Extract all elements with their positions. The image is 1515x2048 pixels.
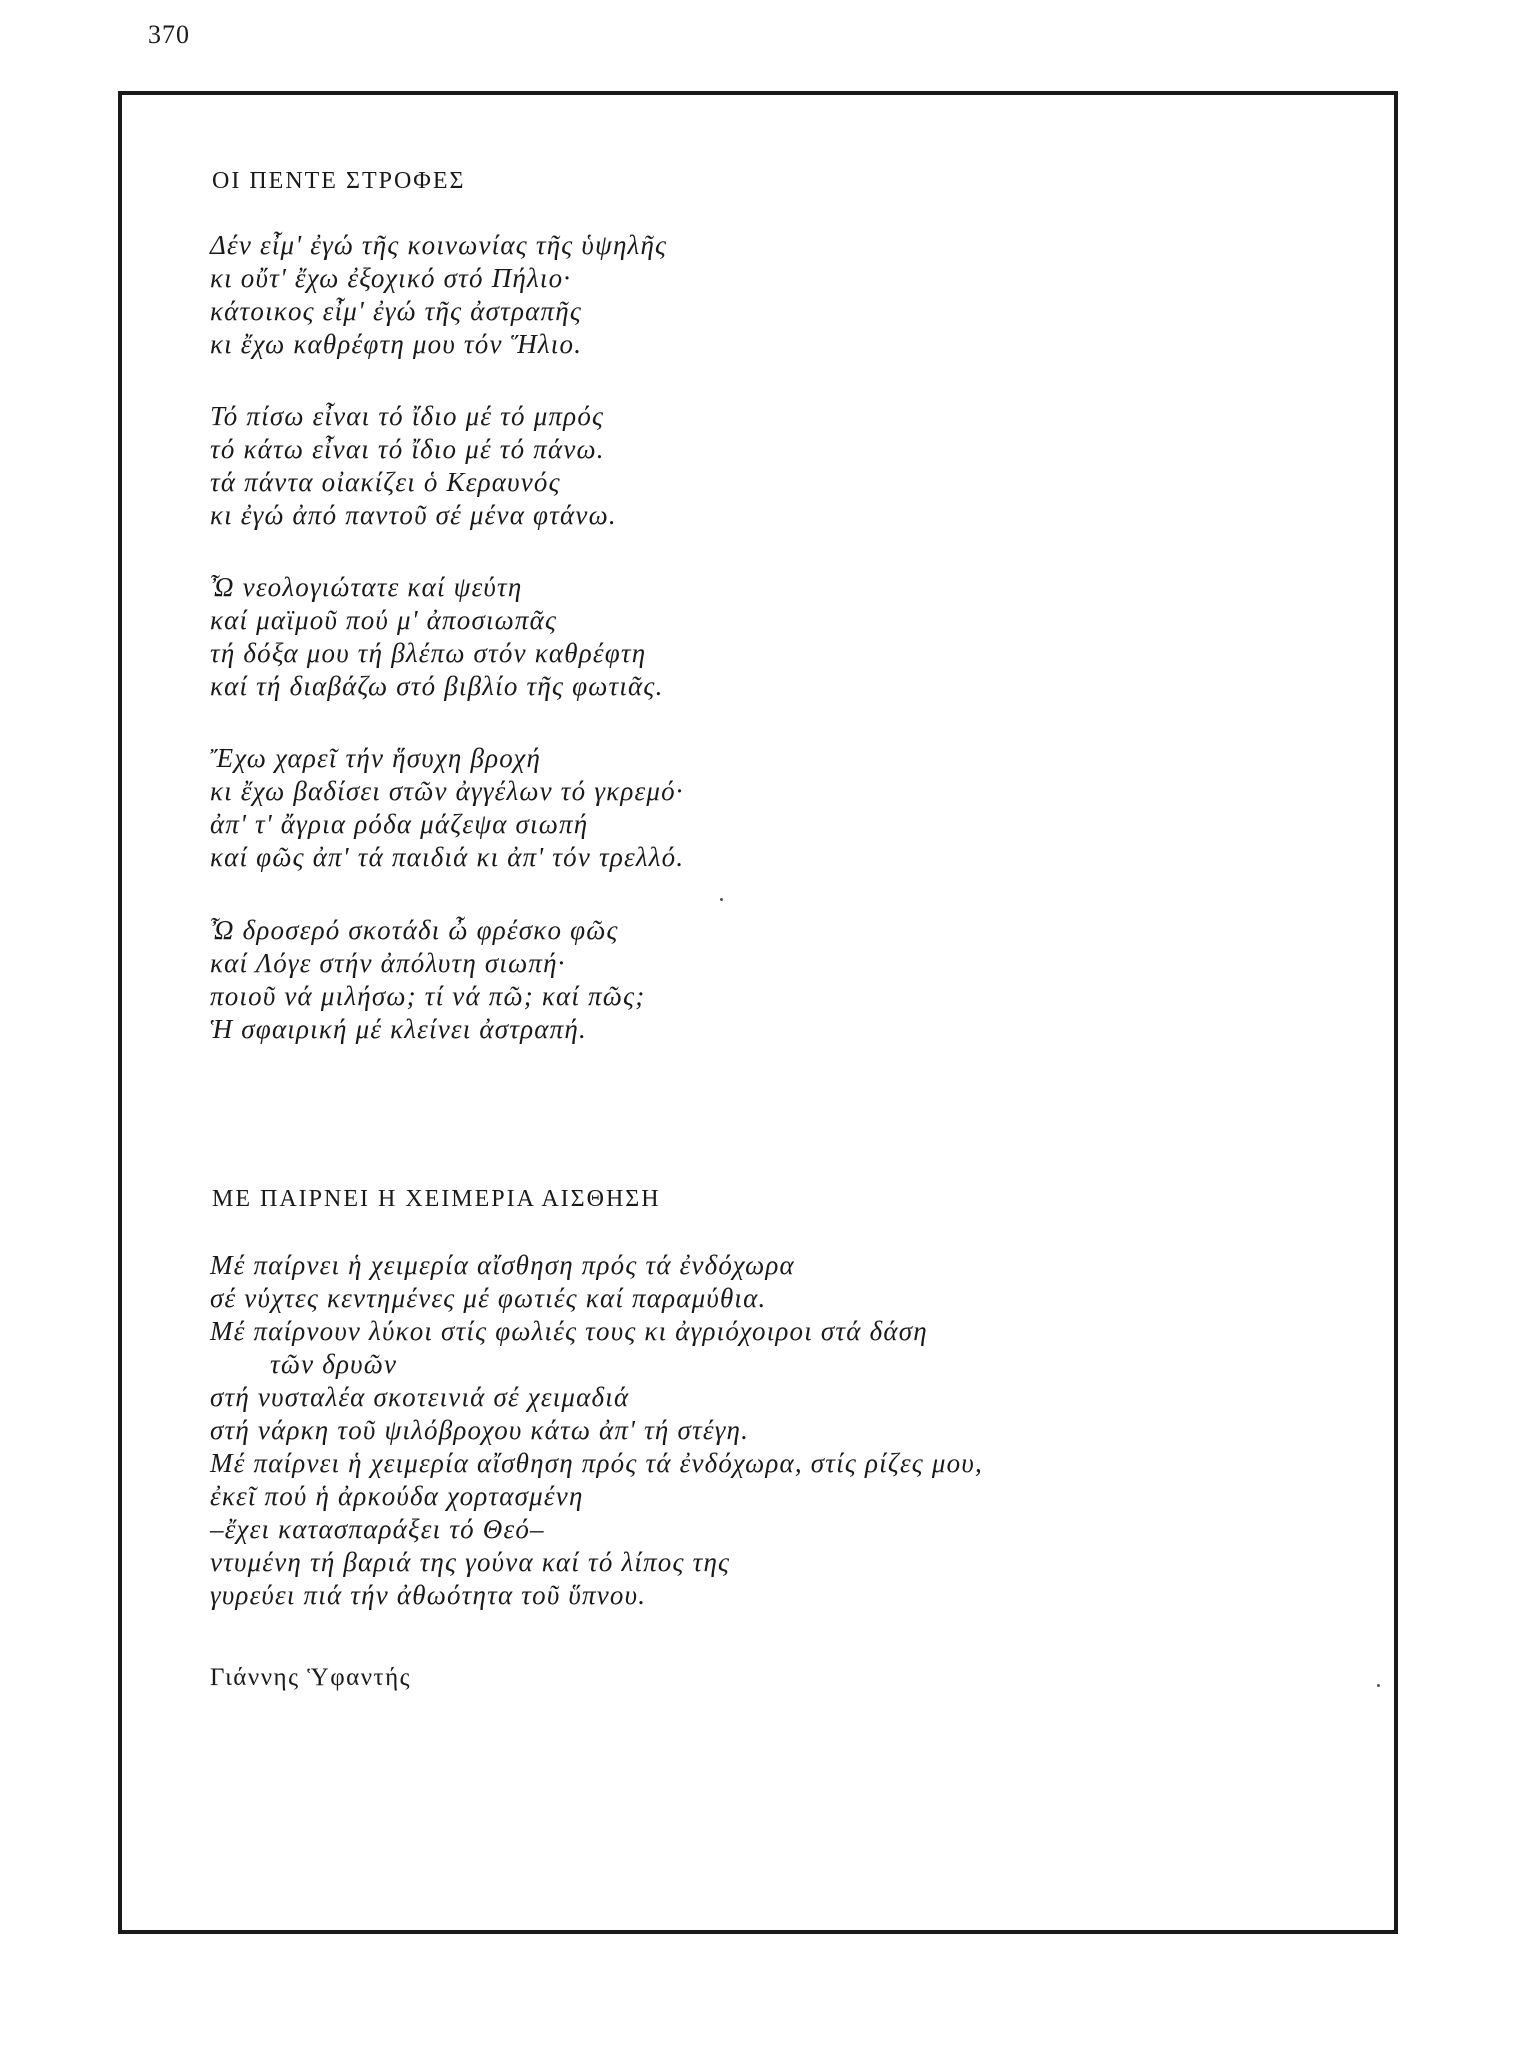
verse-line-indented: τῶν δρυῶν	[270, 1349, 398, 1379]
verse-line: καί Λόγε στήν ἀπόλυτη σιωπή·	[210, 948, 566, 978]
verse-line: τό κάτω εἶναι τό ἴδιο μέ τό πάνω.	[210, 434, 605, 464]
scan-speck	[720, 898, 723, 901]
verse-line: Μέ παίρνει ἡ χειμερία αἴσθηση πρός τά ἐνδόχωρα, στίς ρίζες μου,	[210, 1448, 983, 1478]
verse-line: γυρεύει πιά τήν ἀθωότητα τοῦ ὕπνου.	[210, 1580, 647, 1610]
verse-line: ἀπ' τ' ἄγρια ρόδα μάζεψα σιωπή	[210, 809, 589, 839]
stanza-3	[210, 571, 664, 703]
stanza-4	[210, 742, 684, 874]
verse-line: καί μαϊμοῦ πού μ' ἀποσιωπᾶς	[210, 605, 558, 635]
verse-line: κι ἔχω καθρέφτη μου τόν Ἥλιο.	[210, 329, 583, 359]
verse-line: σέ νύχτες κεντημένες μέ φωτιές καί παραμύθια.	[210, 1283, 767, 1313]
verse-line: ἐκεῖ πού ἡ ἀρκούδα χορτασμένη	[210, 1481, 584, 1511]
page-number: 370	[148, 20, 190, 49]
stanza-5	[210, 914, 645, 1046]
verse-line: κι οὔτ' ἔχω ἐξοχικό στό Πήλιο·	[210, 263, 572, 293]
verse-line: καί τή διαβάζω στό βιβλίο τῆς φωτιᾶς.	[210, 671, 664, 701]
verse-line: τή δόξα μου τή βλέπω στόν καθρέφτη	[210, 638, 647, 668]
verse-line: στή νάρκη τοῦ ψιλόβροχου κάτω ἀπ' τή στέγη.	[210, 1415, 750, 1445]
verse-line: κι ἔχω βαδίσει στῶν ἀγγέλων τό γκρεμό·	[210, 776, 684, 806]
verse-line: ντυμένη τή βαριά της γούνα καί τό λίπος της	[210, 1547, 731, 1577]
author-signature: Γιάννης Ὑφαντής	[210, 1664, 412, 1691]
poem-title-2: ΜΕ ΠΑΙΡΝΕΙ Η ΧΕΙΜΕΡΙΑ ΑΙΣΘΗΣΗ	[212, 1186, 661, 1212]
verse-line: Τό πίσω εἶναι τό ἴδιο μέ τό μπρός	[210, 401, 605, 431]
verse-line: Ἔχω χαρεῖ τήν ἥσυχη βροχή	[210, 743, 542, 773]
stanza-1	[210, 229, 667, 361]
poem-title-1: ΟΙ ΠΕΝΤΕ ΣΤΡΟΦΕΣ	[212, 168, 466, 194]
verse-line: καί φῶς ἀπ' τά παιδιά κι ἀπ' τόν τρελλό.	[210, 842, 685, 872]
verse-line: κάτοικος εἶμ' ἐγώ τῆς ἀστραπῆς	[210, 296, 582, 326]
verse-line: Δέν εἶμ' ἐγώ τῆς κοινωνίας τῆς ὑψηλῆς	[210, 230, 668, 260]
stanza-2	[210, 400, 617, 532]
scan-speck	[1377, 1684, 1380, 1687]
verse-line: τά πάντα οἰακίζει ὁ Κεραυνός	[210, 467, 561, 497]
verse-line: –ἔχει κατασπαράξει τό Θεό–	[210, 1514, 545, 1544]
verse-line: κι ἐγώ ἀπό παντοῦ σέ μένα φτάνω.	[210, 500, 617, 530]
verse-line: Ὦ δροσερό σκοτάδι ὦ φρέσκο φῶς	[210, 915, 619, 945]
verse-line: Ὦ νεολογιώτατε καί ψεύτη	[210, 572, 523, 602]
poem2-body	[210, 1249, 983, 1612]
verse-line: Μέ παίρνουν λύκοι στίς φωλιές τους κι ἀγριόχοιροι στά δάση	[210, 1316, 928, 1346]
verse-line: Μέ παίρνει ἡ χειμερία αἴσθηση πρός τά ἐνδόχωρα	[210, 1250, 795, 1280]
verse-line: Ἡ σφαιρική μέ κλείνει ἀστραπή.	[210, 1014, 587, 1044]
verse-line: στή νυσταλέα σκοτεινιά σέ χειμαδιά	[210, 1382, 630, 1412]
verse-line: ποιοῦ νά μιλήσω; τί νά πῶ; καί πῶς;	[210, 981, 646, 1011]
